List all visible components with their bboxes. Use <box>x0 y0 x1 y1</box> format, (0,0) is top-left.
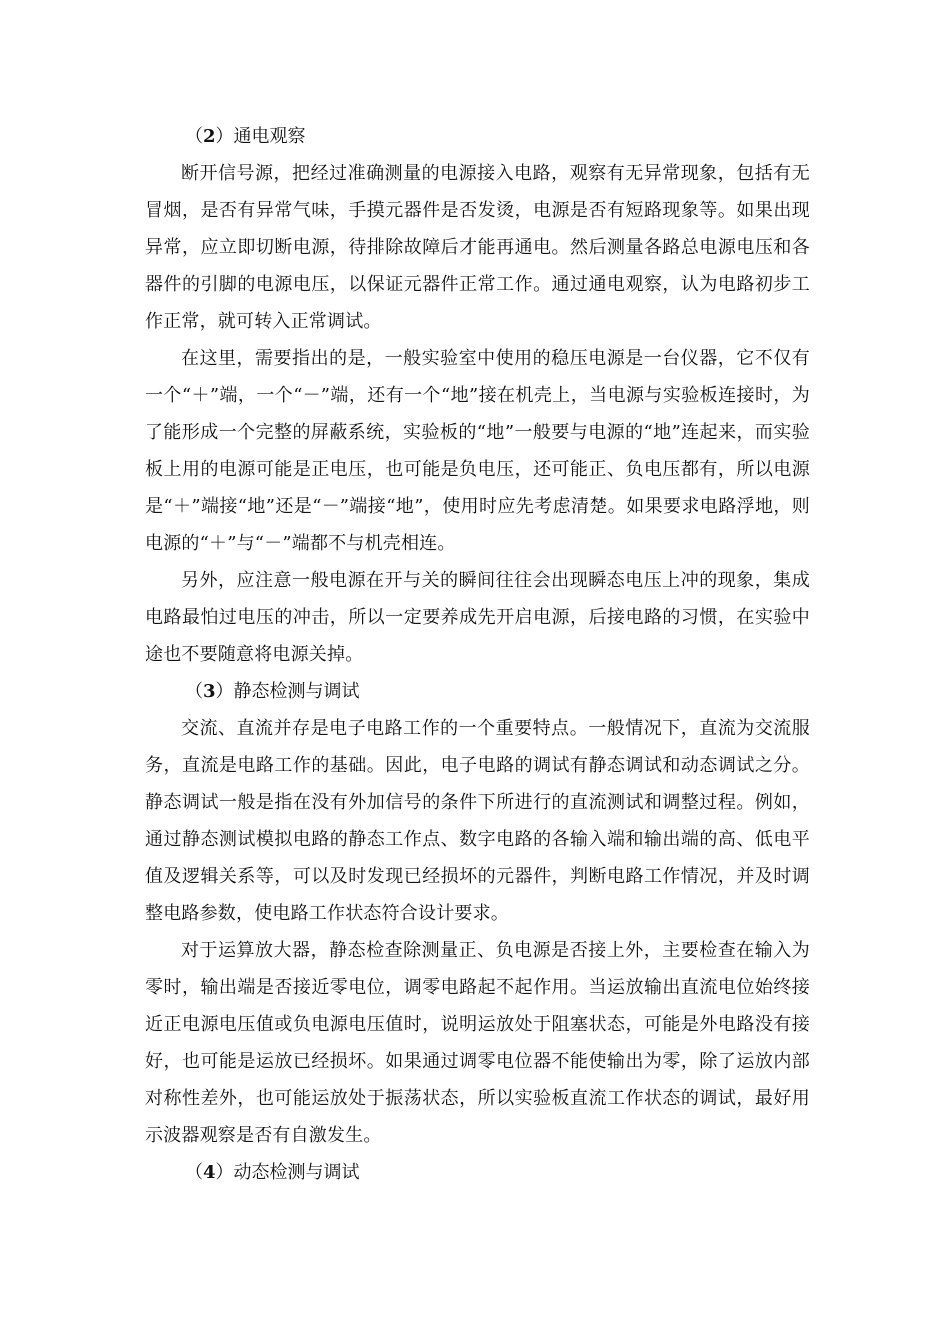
heading-title: 动态检测与调试 <box>233 1162 360 1183</box>
section-heading-4 <box>145 1154 810 1191</box>
paragraph: 另外，应注意一般电源在开与关的瞬间往往会出现瞬态电压上冲的现象，集成电路最怕过电压的冲击，所以一定要养成先开启电源，后接电路的习惯，在实验中途也不要随意将电源关掉。 <box>145 570 810 665</box>
section-heading-3 <box>145 673 810 710</box>
heading-bracket-open: （ <box>185 126 203 147</box>
heading-bracket-open: （ <box>185 681 203 702</box>
heading-bracket-open: （ <box>185 1162 203 1183</box>
heading-number: 4 <box>203 1162 216 1183</box>
heading-title: 通电观察 <box>233 126 306 147</box>
heading-number: 3 <box>203 681 216 702</box>
paragraph: 在这里，需要指出的是，一般实验室中使用的稳压电源是一台仪器，它不仅有一个“＋”端，一个“－”端，还有一个“地”接在机壳上，当电源与实验板连接时，为了能形成一个完整的屏蔽系统，实验板的“地”一般要与电源的“地”连起来，而实验板上用的电源可能是正电压，也可能是负电压，还可能正、负电压都有，所以电源是“＋”端接“地”还是“－”端接“地”，使用时应先考虑清楚。如果要求电路浮地，则电源的“＋”与“－”端都不与机壳相连。 <box>145 348 810 554</box>
document-page <box>145 118 810 1191</box>
paragraph: 断开信号源，把经过准确测量的电源接入电路，观察有无异常现象，包括有无冒烟，是否有异常气味，手摸元器件是否发烫，电源是否有短路现象等。如果出现异常，应立即切断电源，待排除故障后才能再通电。然后测量各路总电源电压和各器件的引脚的电源电压，以保证元器件正常工作。通过通电观察，认为电路初步工作正常，就可转入正常调试。 <box>145 163 810 332</box>
heading-title: 静态检测与调试 <box>233 681 360 702</box>
paragraph: 对于运算放大器，静态检查除测量正、负电源是否接上外，主要检查在输入为零时，输出端是否接近零电位，调零电路起不起作用。当运放输出直流电位始终接近正电源电压值或负电源电压值时，说明运放处于阻塞状态，可能是外电路没有接好，也可能是运放已经损坏。如果通过调零电位器不能使输出为零，除了运放内部对称性差外，也可能运放处于振荡状态，所以实验板直流工作状态的调试，最好用示波器观察是否有自激发生。 <box>145 940 810 1146</box>
heading-bracket-close: ） <box>215 126 234 147</box>
paragraph: 交流、直流并存是电子电路工作的一个重要特点。一般情况下，直流为交流服务，直流是电路工作的基础。因此，电子电路的调试有静态调试和动态调试之分。静态调试一般是指在没有外加信号的条件下所进行的直流测试和调整过程。例如，通过静态测试模拟电路的静态工作点、数字电路的各输入端和输出端的高、低电平值及逻辑关系等，可以及时发现已经损坏的元器件，判断电路工作情况，并及时调整电路参数，使电路工作状态符合设计要求。 <box>145 718 810 924</box>
section-heading-2 <box>145 118 810 155</box>
heading-bracket-close: ） <box>215 1162 234 1183</box>
heading-bracket-close: ） <box>215 681 234 702</box>
heading-number: 2 <box>203 126 216 147</box>
